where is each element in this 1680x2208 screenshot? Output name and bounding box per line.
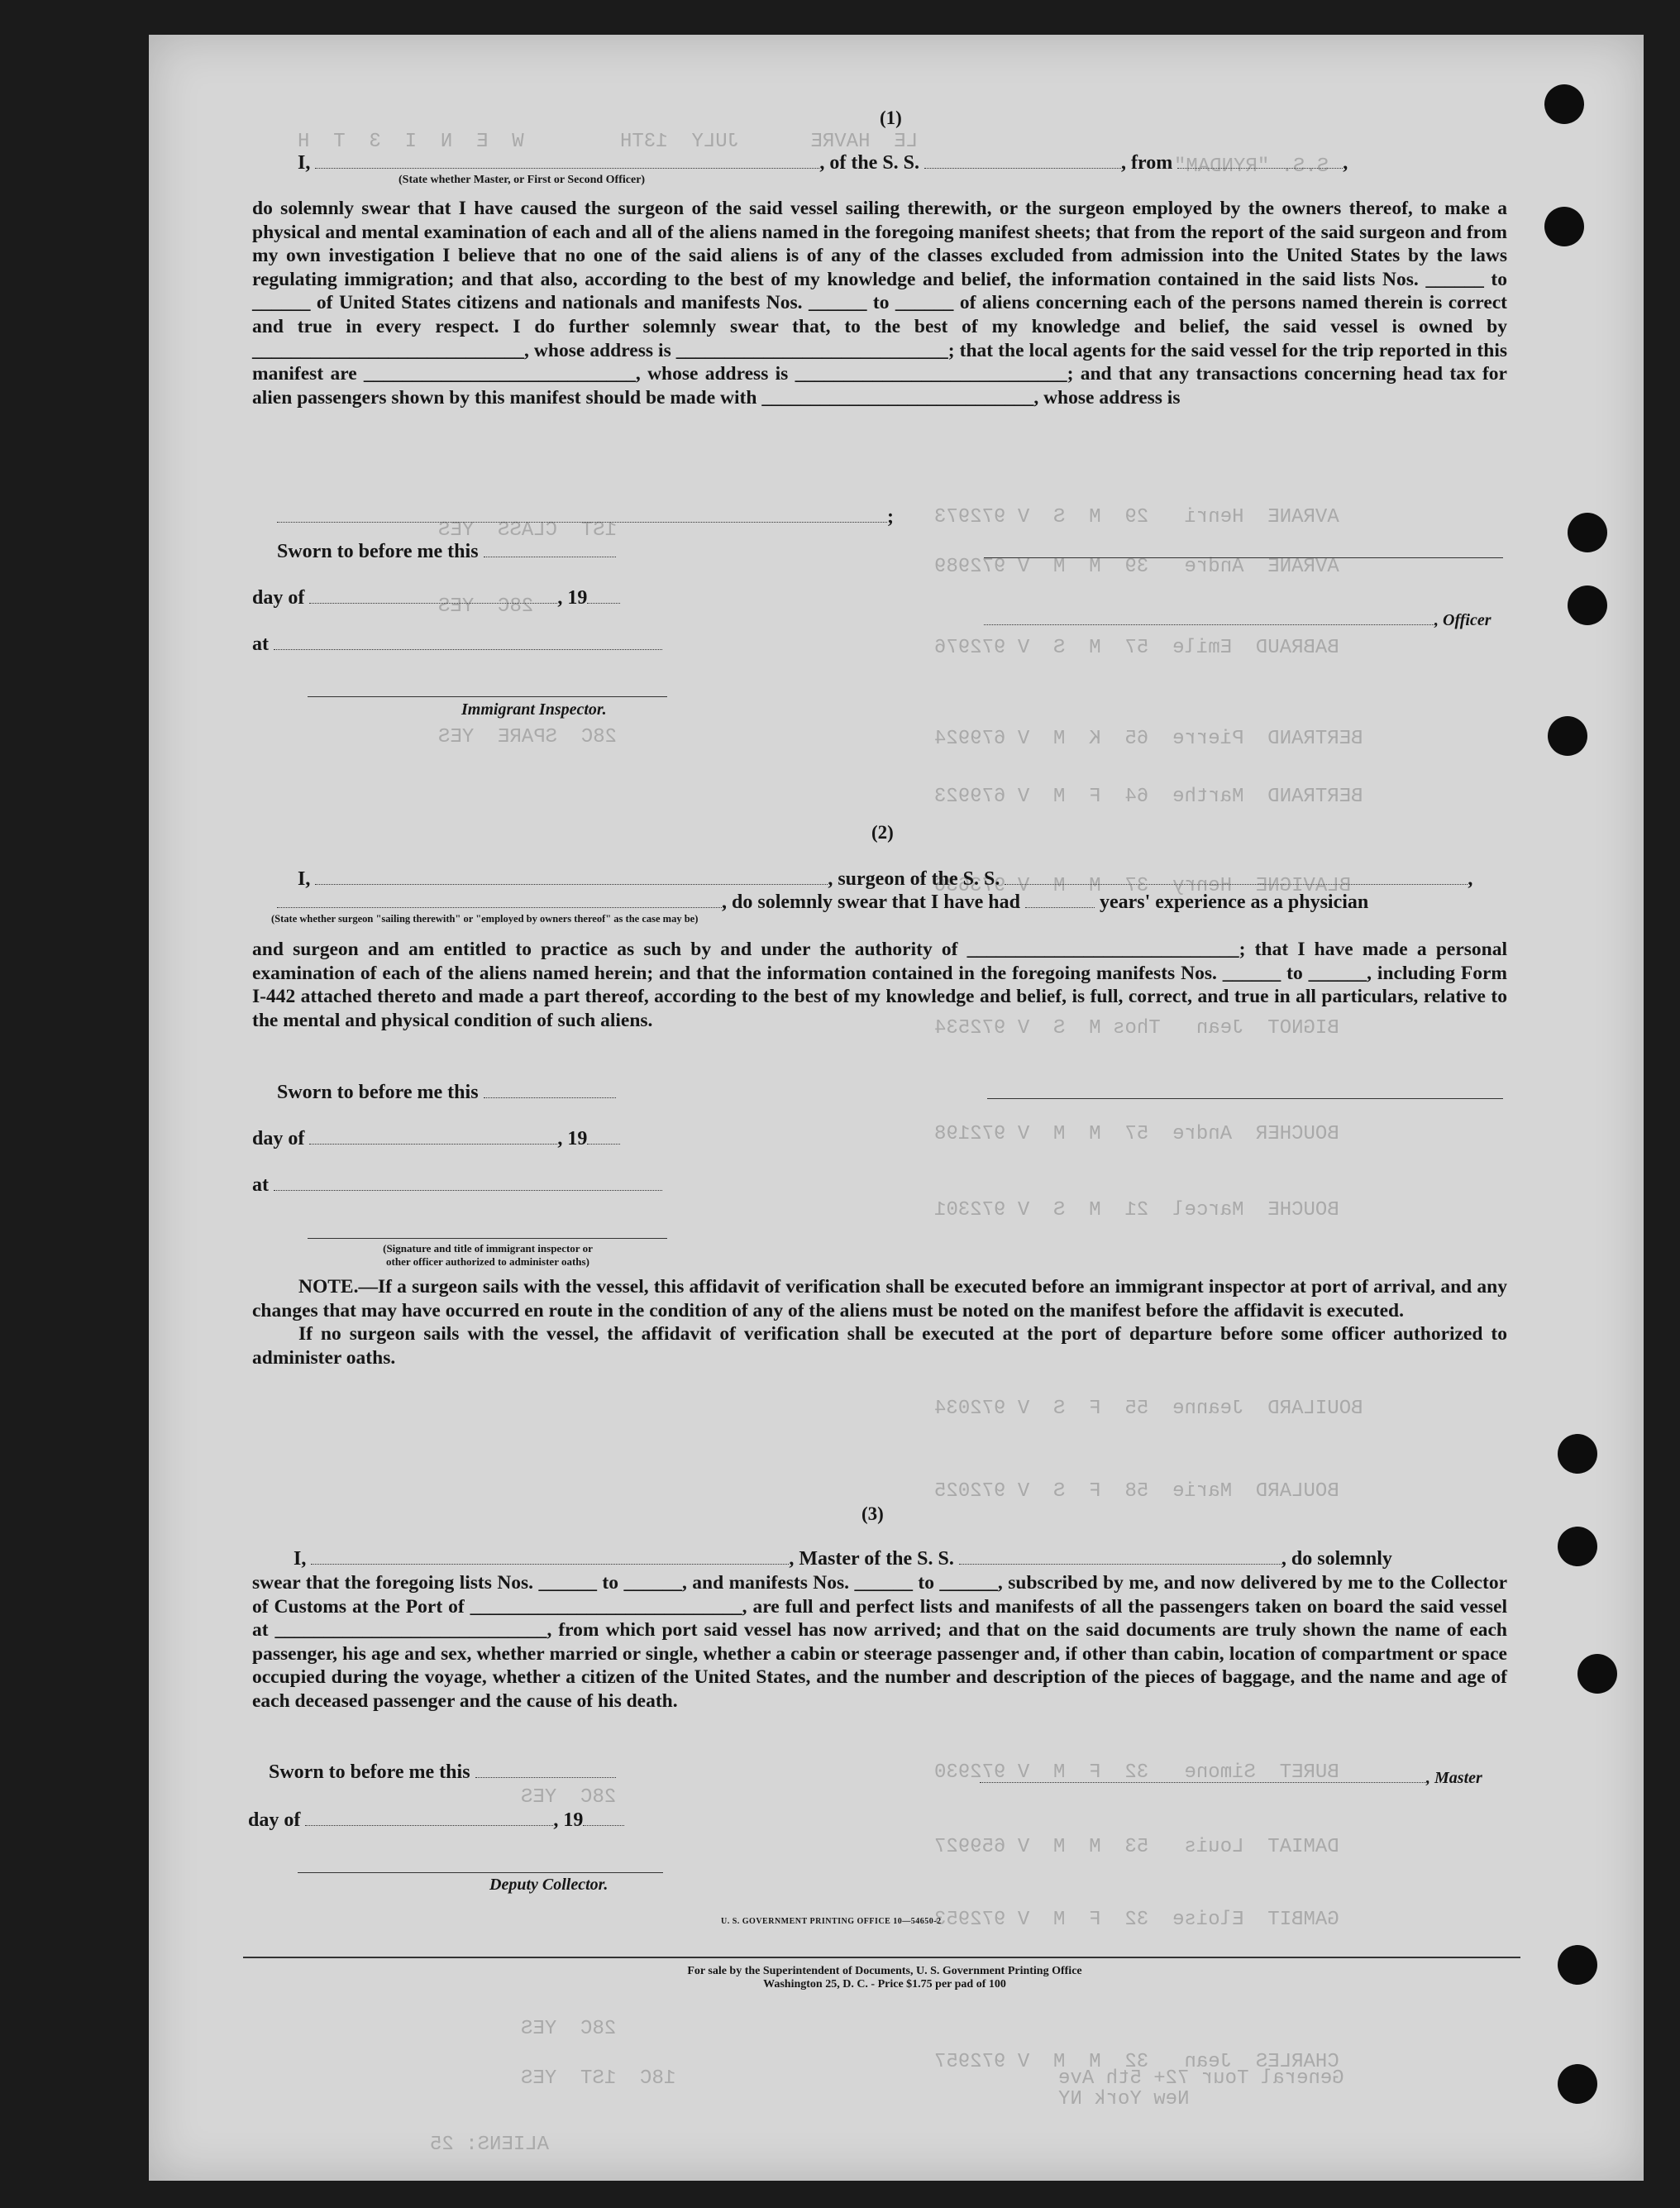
- section-3-sworn: [269, 1761, 616, 1784]
- origin-port-field[interactable]: [1177, 153, 1343, 169]
- text: , 19: [557, 1128, 588, 1149]
- section-2-line-1: I, , surgeon of the S. S. ,: [298, 868, 1473, 890]
- binder-hole: [1548, 716, 1587, 756]
- sworn-date-field[interactable]: [484, 1082, 616, 1098]
- sworn-date-field[interactable]: [484, 542, 616, 557]
- text: day of: [252, 587, 305, 609]
- text: , from: [1121, 152, 1173, 174]
- master-signature-field[interactable]: [980, 1767, 1426, 1783]
- text: , do solemnly: [1281, 1548, 1392, 1570]
- section-1-sworn: [277, 541, 616, 563]
- sworn-date-field[interactable]: [475, 1762, 616, 1778]
- section-1-day-of: [252, 587, 620, 609]
- section-1-blank-line: ;: [277, 506, 894, 528]
- signer-caption-2: other officer authorized to administer oaths): [386, 1255, 589, 1268]
- master-label: , Master: [1426, 1769, 1482, 1787]
- manifest-sheet: W E N I 3 T H LE HAVRE JULY 13TH S.S. "RYNDAM" AVRANE Henri 29 M S V 972973 AVRANE Andre 39 M M V 972989 BABRAUD Emile 57 M S V 972976 BERTRAND Pierre 65 K M V 679924 BERTRAND Marthe 64 F M V 679923 BLAVIGNE Henry 37 M M V 973636 BIGNOT Jean Thos M S V 972534 BOUCHER Andre 57 M M V 972198 BOUCHE Marcel 21 M S V 972301 BOUILARD Jeanne 55 F S V 972034 BOULARD Marie 58 F S V 972025 BURET Simone 32 F M V 972930 DAMIAT Louis 53 M M V 659927 GAMBIT Eloise 32 F M V 972953 CHARLES Jean 32 M M V 972957 General Tour 72+ 5th Ave New York NY ALIENS: 25 1ST CLASS YES 28C YES 28C SPARE YES 28C YES 28C YES 18C 1ST YES (1) I, , of the S. S. , from , (State whether Master, or First or Second Officer) do solemnly swear that I have caused the surgeon of the said vessel sailing therewith, or the surgeon employed by the owners thereof, to make a physical and mental examination of each and all of the aliens named in the foregoing manifest sheets; that from the report of the said surgeon and from my own investigation I believe that no one of the said aliens is of any of the classes excluded from admission into the United States by the laws regulating immigration; and that also, according to the best of my knowledge and belief, the information contained in the said lists Nos. ______ to ______ of United States citizens and nationals and manifests Nos. ______ to ______ of aliens concerning each of the persons named therein is correct and true in every respect. I do further solemnly swear that, to the best of my knowledge and belief, the said vessel is owned by ____________________________, whose address is ____________________________; that the local agents for the said vessel for the trip reported in this manifest are ____________________________, whose address is ____________________________; and that any transactions concerning head tax for alien passengers shown by this manifest should be made with ____________________________, whose address is ; Sworn to before me this day of , 19 at Immigrant Inspector. , Officer (2) I, , surgeon of the S. S. , , do solemnly swear that I have had years' experience as a physician (State whether surgeon "sailing therewith" or "employed by owners thereof" as the case may be) and surgeon and am entitled to practice as such by and under the authority of ____________________________; that I have made a personal examination of each of the aliens named herein; and that the information contained in the foregoing manifests Nos. ______ to ______, including Form I-442 attached thereto and made a part thereof, according to the best of my knowledge and belief, is full, correct, and true in all particulars, relative to the mental and physical condition of such aliens. Sworn to before me this day of , 19 at (Signature and title of immigrant inspector or other officer authorized to administer oaths) NOTE.—If a surgeon sails with the vessel, this affidavit of verification shall be executed before an immigrant inspector at port of arrival, and any changes that may have occurred en route in the condition of any of the aliens must be noted on the manifest before the affidavit is executed. If no surgeon sails with the vessel, the affidavit of verification shall be executed at the port of departure before some officer authorized to administer oaths. (3) I, , Master of the S. S. , do solemnly swear that the foregoing lists Nos. ______ to ______, and manifests Nos. ______ to ______, subscribed by me, and now delivered by me to the Collector of Customs at the Port of ____________________________, are full and perfect lists and manifests of all the passengers taken on board the said vessel at ____________________________, from which port said vessel has now arrived; and that on the said documents are truly shown the name of each passenger, his age and sex, whether married or single, whether a cabin or steerage passenger and, if other than cabin, location of compartment or space occupied during the voyage, whether a citizen of the United States, and the number and description of the pieces of baggage, and the name and age of each deceased passenger and the cause of his death. Sworn to before me this , Master day of , 19 Deputy Collector. U. S. GOVERNMENT PRINTING OFFICE 10—54650-2 For sale by the Superintendent of Documents, U. S. Government Printing Office Washington 25, D. C. - Price $1.75 per pad of 100: [149, 35, 1644, 2181]
- text: at: [252, 633, 269, 655]
- text: , do solemnly swear that I have had: [722, 891, 1020, 913]
- day-of-field[interactable]: [309, 588, 557, 604]
- text: day of: [248, 1809, 301, 1831]
- section-2-sworn: [277, 1082, 616, 1104]
- note-1: NOTE.—If a surgeon sails with the vessel, this affidavit of verification shall be executed before an immigrant inspector at port of arrival, and any changes that may have occurred en route in the condition of any of the aliens must be noted on the manifest before the affidavit is executed.: [252, 1276, 1507, 1321]
- binder-hole: [1568, 513, 1607, 552]
- binder-hole: [1577, 1654, 1617, 1694]
- footer-rule: [243, 1957, 1520, 1958]
- section-2-body: [252, 938, 1507, 1032]
- section-3-master: [980, 1766, 1482, 1789]
- master-name-field[interactable]: [315, 153, 819, 169]
- deputy-collector-signature-line[interactable]: [298, 1872, 663, 1873]
- surgeon-status-field[interactable]: [277, 892, 722, 908]
- section-3-day-of: [248, 1809, 624, 1832]
- section-1-body-text: do solemnly swear that I have caused the surgeon of the said vessel sailing therewith, or the surgeon employed by the owners thereof, to make a physical and mental examination of each and all of the aliens named in the foregoing manifest sheets; that from the report of the said surgeon and from my own investigation I believe that no one of the said aliens is of any of the classes excluded from admission into the United States by the laws regulating immigration; and that also, according to the best of my knowledge and belief, the information contained in the said lists Nos. ______ to ______ of United States citizens and nationals and manifests Nos. ______ to ______ of aliens concerning each of the persons named therein is correct and true in every respect. I do further solemnly swear that, to the best of my knowledge and belief, the said vessel is owned by ____________________________, whose address is ____________________________; that the local agents for the said vessel for the trip reported in this manifest are ____________________________, whose address is ____________________________; and that any transactions concerning head tax for alien passengers shown by this manifest should be made with ____________________________, whose address is: [252, 198, 1507, 409]
- officer-label: , Officer: [1434, 611, 1491, 629]
- vessel-name-field[interactable]: [959, 1549, 1281, 1565]
- year-field[interactable]: [587, 1129, 620, 1145]
- section-1-officer: [984, 609, 1491, 631]
- section-1-caption: (State whether Master, or First or Second Officer): [399, 174, 646, 186]
- day-of-field[interactable]: [305, 1810, 553, 1826]
- signer-caption-1: (Signature and title of immigrant inspector or: [383, 1242, 593, 1255]
- section-3-body: [252, 1571, 1507, 1713]
- binder-hole: [1544, 207, 1584, 246]
- head-tax-address-field[interactable]: [277, 507, 887, 523]
- note-2: If no surgeon sails with the vessel, the affidavit of verification shall be executed at the port of departure before some officer authorized to administer oaths.: [252, 1323, 1507, 1369]
- section-2-caption: (State whether surgeon "sailing therewith" or "employed by owners thereof" as the case may be): [271, 913, 699, 925]
- text: Sworn to before me this: [277, 541, 479, 562]
- gpo-imprint: U. S. GOVERNMENT PRINTING OFFICE 10—54650-2: [721, 1917, 942, 1926]
- text: , 19: [553, 1809, 584, 1831]
- inspector-signature-line[interactable]: [308, 1238, 667, 1239]
- section-1-line-1: I, , of the S. S. , from ,: [298, 152, 1348, 174]
- section-1-body: [252, 197, 1507, 409]
- text: years' experience as a physician: [1099, 891, 1369, 913]
- section-1-number: (1): [880, 108, 902, 128]
- footer-line-2: Washington 25, D. C. - Price $1.75 per pad of 100: [763, 1978, 1006, 1991]
- section-2-body-text: and surgeon and am entitled to practice as such by and under the authority of ____________________________; that I have made a personal examination of each of the aliens named herein; and that the information contained in the foregoing manifests Nos. ______ to ______, including Form I-442 attached thereto and made a part thereof, according to the best of my knowledge and belief, is full, correct, and true in all particulars, relative to the mental and physical condition of such aliens.: [252, 939, 1507, 1031]
- footer-line-1: For sale by the Superintendent of Documents, U. S. Government Printing Office: [687, 1965, 1082, 1977]
- binder-hole: [1558, 1434, 1597, 1474]
- year-field[interactable]: [583, 1810, 624, 1826]
- text: at: [252, 1174, 269, 1196]
- surgeon-signature-line[interactable]: [987, 1098, 1503, 1099]
- deputy-collector-label: Deputy Collector.: [489, 1876, 609, 1894]
- inspector-signature-line[interactable]: [308, 696, 667, 697]
- at-field[interactable]: [274, 634, 662, 650]
- binder-hole: [1544, 84, 1584, 124]
- section-2-number: (2): [871, 822, 894, 843]
- section-3-number: (3): [861, 1503, 884, 1524]
- section-2-at: [252, 1174, 662, 1197]
- inspector-label: Immigrant Inspector.: [461, 700, 607, 719]
- binder-hole: [1568, 585, 1607, 625]
- text: Sworn to before me this: [269, 1761, 470, 1783]
- text: I,: [294, 1548, 307, 1570]
- binder-hole: [1558, 1527, 1597, 1566]
- surgeon-vessel-field[interactable]: [1005, 869, 1468, 885]
- officer-date-line[interactable]: [984, 557, 1503, 558]
- text: I,: [298, 152, 311, 174]
- text: day of: [252, 1128, 305, 1149]
- section-2-day-of: [252, 1128, 620, 1150]
- text: , 19: [557, 587, 588, 609]
- binder-hole: [1558, 1945, 1597, 1985]
- text: , of the S. S.: [819, 152, 920, 174]
- text: I,: [298, 868, 311, 890]
- text: , surgeon of the S. S.: [828, 868, 1000, 890]
- year-field[interactable]: [587, 588, 620, 604]
- section-3-body-text: swear that the foregoing lists Nos. ______ to ______, and manifests Nos. ______ to ______, subscribed by me, and now delivered by me to the Collector of Customs at the Port of ____________________________, are full and perfect lists and manifests of all the passengers taken on board the said vessel at ____________________________, from which port said vessel has now arrived; and that on the said documents are truly shown the name of each passenger, his age and sex, whether married or single, whether a cabin or steerage passenger and, if other than cabin, location of compartment or space occupied during the voyage, whether a citizen of the United States, and the number and description of the pieces of baggage, and the name and age of each deceased passenger and the cause of his death.: [252, 1572, 1507, 1712]
- section-3-line-1: [294, 1548, 1392, 1570]
- at-field[interactable]: [274, 1175, 662, 1191]
- officer-signature-field[interactable]: [984, 609, 1434, 625]
- day-of-field[interactable]: [309, 1129, 557, 1145]
- section-2-line-2: [277, 891, 1368, 914]
- years-experience-field[interactable]: [1025, 892, 1095, 908]
- section-1-at: [252, 633, 662, 656]
- surgeon-name-field[interactable]: [315, 869, 828, 885]
- binder-hole: [1558, 2064, 1597, 2104]
- section-2-note: [252, 1275, 1507, 1369]
- vessel-name-field[interactable]: [924, 153, 1121, 169]
- master-name-field[interactable]: [311, 1549, 789, 1565]
- text: , Master of the S. S.: [789, 1548, 954, 1570]
- text: Sworn to before me this: [277, 1082, 479, 1103]
